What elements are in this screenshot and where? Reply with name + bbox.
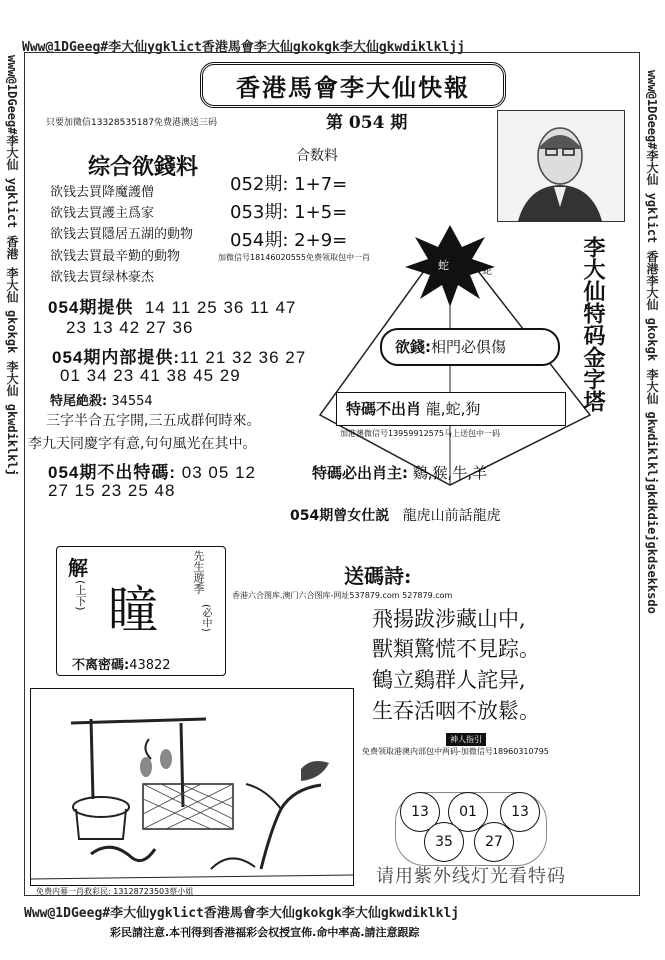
poem-line: 李九天同慶字有意,句句風光在其中。 — [28, 436, 257, 452]
poem-line: 三字半合五字開,三五成群何時來。 — [46, 413, 261, 429]
pyramid-top-word: 蛇 — [438, 259, 449, 272]
number-circle: 27 — [474, 822, 514, 862]
combo-issue: 054期: — [230, 230, 289, 251]
riddle-secret-label: 不离密碼: — [72, 658, 130, 673]
provide-row1: 14 11 25 36 11 47 — [144, 298, 297, 317]
combo-issue: 053期: — [230, 202, 289, 223]
money-item: 欲钱去買隱居五湖的動物 — [50, 227, 194, 242]
send-poem-line: 飛揚跋涉藏山中, — [372, 607, 526, 631]
provide-label: 054期提供 — [48, 298, 134, 317]
pyramid-must-value: 鷄,猴,牛,羊 — [412, 464, 488, 482]
page-title: 香港馬會李大仙快報 — [200, 62, 506, 108]
bottom-border-text: Www@1DGeeg#李大仙ygklict香港馬會李大仙gkokgk李大仙gkwdiklklj — [24, 906, 460, 921]
money-heading: 综合欲錢料 — [88, 154, 199, 180]
money-item: 欲钱去買最辛勤的動物 — [50, 249, 181, 264]
pyramid-title: 李大仙特码金字塔 — [580, 236, 606, 412]
tail-label: 特尾絶殺: — [50, 394, 108, 409]
provide-row2: 23 13 42 27 36 — [66, 318, 194, 337]
issue-number: 第 054 期 — [326, 113, 408, 133]
send-poem-line: 獸類驚慌不見踪。 — [372, 637, 540, 661]
helper-text: 免费领取港澳内部包中两码-加微信号18960310795 — [362, 747, 549, 756]
portrait-photo — [497, 110, 625, 222]
combo-value: 2+9= — [294, 230, 348, 251]
right-border-text: www@1DGeeg#李大仙 ygklict 香港李大仙 gkokgk 李大仙 gkwdiklkljgkdkdiejgkdsekksdo — [645, 70, 659, 614]
money-item: 欲钱去買護主爲家 — [50, 206, 155, 221]
riddle-char: 瞳 — [108, 581, 158, 639]
girl-text: 龍虎山前話龍虎 — [402, 508, 501, 524]
money-contact: 加微信号18146020555免费领取包中一肖 — [218, 253, 370, 262]
notout-row1: 03 05 12 — [181, 463, 256, 482]
number-circle: 35 — [424, 822, 464, 862]
tail-value: 34554 — [111, 394, 153, 409]
money-item: 欲钱去買降魔護僧 — [50, 185, 155, 200]
send-poem-heading: 送碼詩: — [344, 564, 412, 588]
riddle-side-top: 先生遊季 — [192, 550, 205, 594]
footer-disclaimer: 彩民請注意.本刊得到香港福彩会权授宣佈.命中率高.請注意跟踪 — [110, 926, 420, 939]
internal-row1: 11 21 32 36 27 — [180, 348, 307, 367]
top-border-text: Www@1DGeeg#李大仙ygklict香港馬會李大仙gkokgk李大仙gkwdiklkljj — [22, 40, 465, 55]
pyramid-contact: 加港澳微信号13959912575马上送包中一码 — [340, 429, 500, 438]
riddle-secret-value: 43822 — [129, 658, 171, 673]
combo-issue: 052期: — [230, 174, 289, 195]
combo-value: 1+7= — [294, 174, 348, 195]
left-border-text: www@1DGeeg#李大仙 ygklict 香港 李大仙 gkokgk 李大仙 gkwdiklklj — [5, 55, 19, 476]
number-circle: 01 — [448, 792, 488, 832]
garden-illustration-icon — [31, 689, 353, 885]
notout-label: 054期不出特碼: — [48, 463, 177, 482]
pyramid-notout-value: 龍,蛇,狗 — [425, 400, 481, 418]
internal-label: 054期内部提供: — [52, 348, 181, 367]
footer-free: 免费内幕一肖救彩民: 13128723503蔡小姐 — [36, 887, 194, 896]
money-item: 欲钱去買绿林豪杰 — [50, 270, 155, 285]
number-circle: 13 — [500, 792, 540, 832]
pyramid-top-char: 蛇 — [482, 266, 492, 277]
pyramid-money-label: 欲錢: — [395, 338, 431, 356]
number-circle: 13 — [400, 792, 440, 832]
header-notice: 只要加微信13328535187免费港澳送三码 — [46, 118, 217, 128]
send-poem-sites: 香港六合图库.澳门六合图库-网址537879.com 527879.com — [232, 591, 453, 600]
riddle-jie: 解 — [68, 556, 88, 580]
portrait-icon — [498, 111, 624, 221]
combo-label: 合数料 — [296, 148, 338, 164]
riddle-side-bottom: (必中) — [200, 604, 211, 632]
girl-label: 054期曾女仕説 — [290, 508, 390, 524]
pyramid-notout-label: 特碼不出肖 — [346, 400, 422, 418]
internal-row2: 01 34 23 41 38 45 29 — [60, 366, 241, 385]
helper-tag: 神人指引 — [446, 733, 486, 746]
combo-row — [230, 170, 347, 196]
notout-row2: 27 15 23 25 48 — [48, 481, 176, 500]
riddle-updown: (上下) — [74, 580, 87, 611]
combo-value: 1+5= — [294, 202, 348, 223]
send-poem-line: 鶴立鷄群人詫异, — [372, 668, 526, 692]
send-poem-line: 生吞活咽不放鬆。 — [372, 699, 540, 723]
pyramid-must-label: 特碼必出肖主: — [312, 464, 408, 482]
uv-note: 请用紫外线灯光看特码 — [376, 866, 566, 887]
pyramid-money-value: 相門必俱傷 — [431, 338, 507, 356]
illustration-box — [30, 688, 354, 886]
